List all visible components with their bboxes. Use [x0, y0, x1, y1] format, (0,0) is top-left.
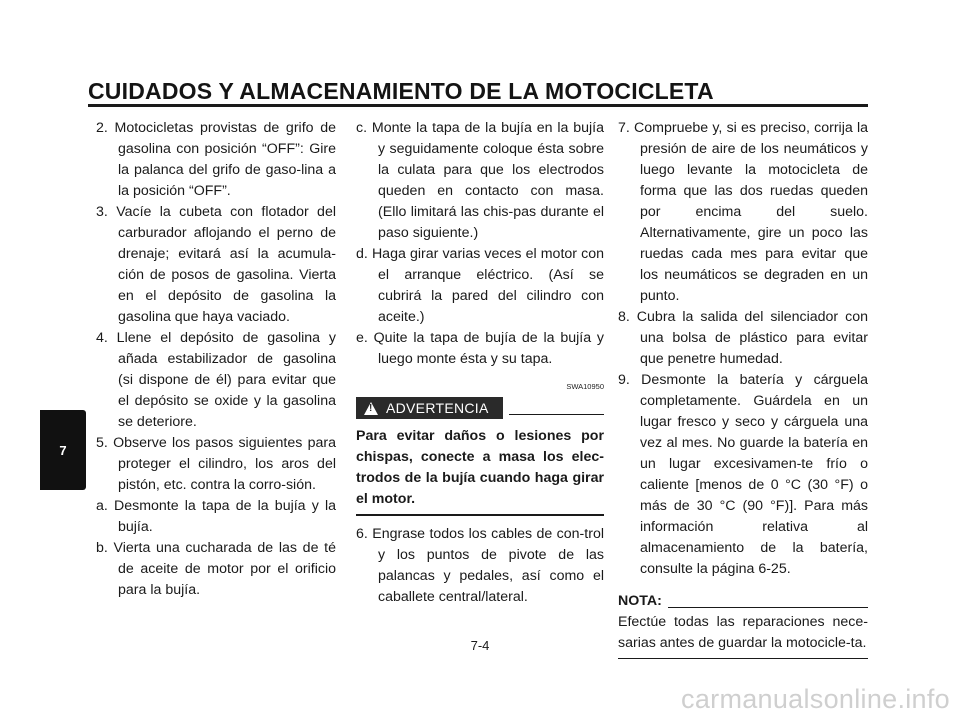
warning-code: SWA10950	[566, 382, 604, 391]
note-header	[618, 591, 868, 612]
step-3: 3. Vacíe la cubeta con flotador del carburador aflojando el perno de drenaje; evitará así la acumula-ción de posos de gasolina. Vierta en el depósito de gasolina la gasolina que haya vaciado.	[96, 204, 336, 325]
warning-header	[356, 396, 604, 420]
substep-c: c. Monte la tapa de la bujía en la bujía y seguidamente coloque ésta sobre la culata para que los electrodos queden en contacto con masa. (Ello limitará las chis-pas durante el paso siguiente.)	[356, 120, 604, 241]
step-7: 7. Compruebe y, si es preciso, corrija la presión de aire de los neumáticos y luego levante la motocicleta de forma que las dos ruedas queden por encima del suelo. Alternativamente, gire un poco las ruedas cada mes para evitar que los neumáticos se degraden en un punto.	[618, 120, 868, 304]
step-5: 5. Observe los pasos siguientes para proteger el cilindro, los aros del pistón, etc. contra la corro-sión.	[96, 435, 336, 493]
substep-e: e. Quite la tapa de bujía de la bujía y luego monte ésta y su tapa.	[356, 330, 604, 367]
page-title: CUIDADOS Y ALMACENAMIENTO DE LA MOTOCICLETA	[88, 78, 714, 104]
note-text: Efectúe todas las reparaciones nece-sarias antes de guardar la motocicle-ta.	[618, 612, 868, 659]
step-9: 9. Desmonte la batería y cárguela completamente. Guárdela en un lugar fresco y seco y cárguela una vez al mes. No guarde la batería en un lugar excesivamen-te frío o caliente [menos de 0 °C (30 °F) o más de 30 °C (90 °F)]. Para más información relativa al almacenamiento de la batería, consulte la página 6-25.	[618, 372, 868, 577]
watermark: carmanualsonline.info	[681, 684, 950, 714]
substep-d: d. Haga girar varias veces el motor con el arranque eléctrico. (Así se cubrirá la pared del cilindro con aceite.)	[356, 246, 604, 325]
warning-rule	[509, 414, 604, 415]
page-number: 7-4	[470, 638, 490, 653]
warning-triangle-icon	[364, 402, 378, 415]
header-rule	[88, 104, 868, 107]
note-label: NOTA:	[618, 593, 662, 609]
step-2: 2. Motocicletas provistas de grifo de gasolina con posición “OFF”: Gire la palanca del grifo de gaso-lina a la posición “OFF”.	[96, 120, 336, 199]
text-column-2	[356, 118, 604, 608]
note-rule	[668, 607, 868, 608]
warning-label: ADVERTENCIA	[386, 399, 489, 416]
step-8: 8. Cubra la salida del silenciador con una bolsa de plástico para evitar que penetre humedad.	[618, 309, 868, 367]
text-column-3	[618, 118, 868, 659]
text-column-1	[96, 118, 336, 601]
warning-text: Para evitar daños o lesiones por chispas, conecte a masa los elec-trodos de la bujía cuando haga girar el motor.	[356, 426, 604, 516]
warning-badge	[356, 397, 503, 419]
substep-b: b. Vierta una cucharada de las de té de aceite de motor por el orificio para la bujía.	[96, 540, 336, 598]
substep-a: a. Desmonte la tapa de la bujía y la bujía.	[96, 498, 336, 535]
step-4: 4. Llene el depósito de gasolina y añada estabilizador de gasolina (si dispone de él) para evitar que el depósito se oxide y la gasolina se deteriore.	[96, 330, 336, 430]
chapter-tab: 7	[40, 410, 86, 490]
step-6: 6. Engrase todos los cables de con-trol y los puntos de pivote de las palancas y pedales, así como el caballete central/lateral.	[356, 526, 604, 605]
